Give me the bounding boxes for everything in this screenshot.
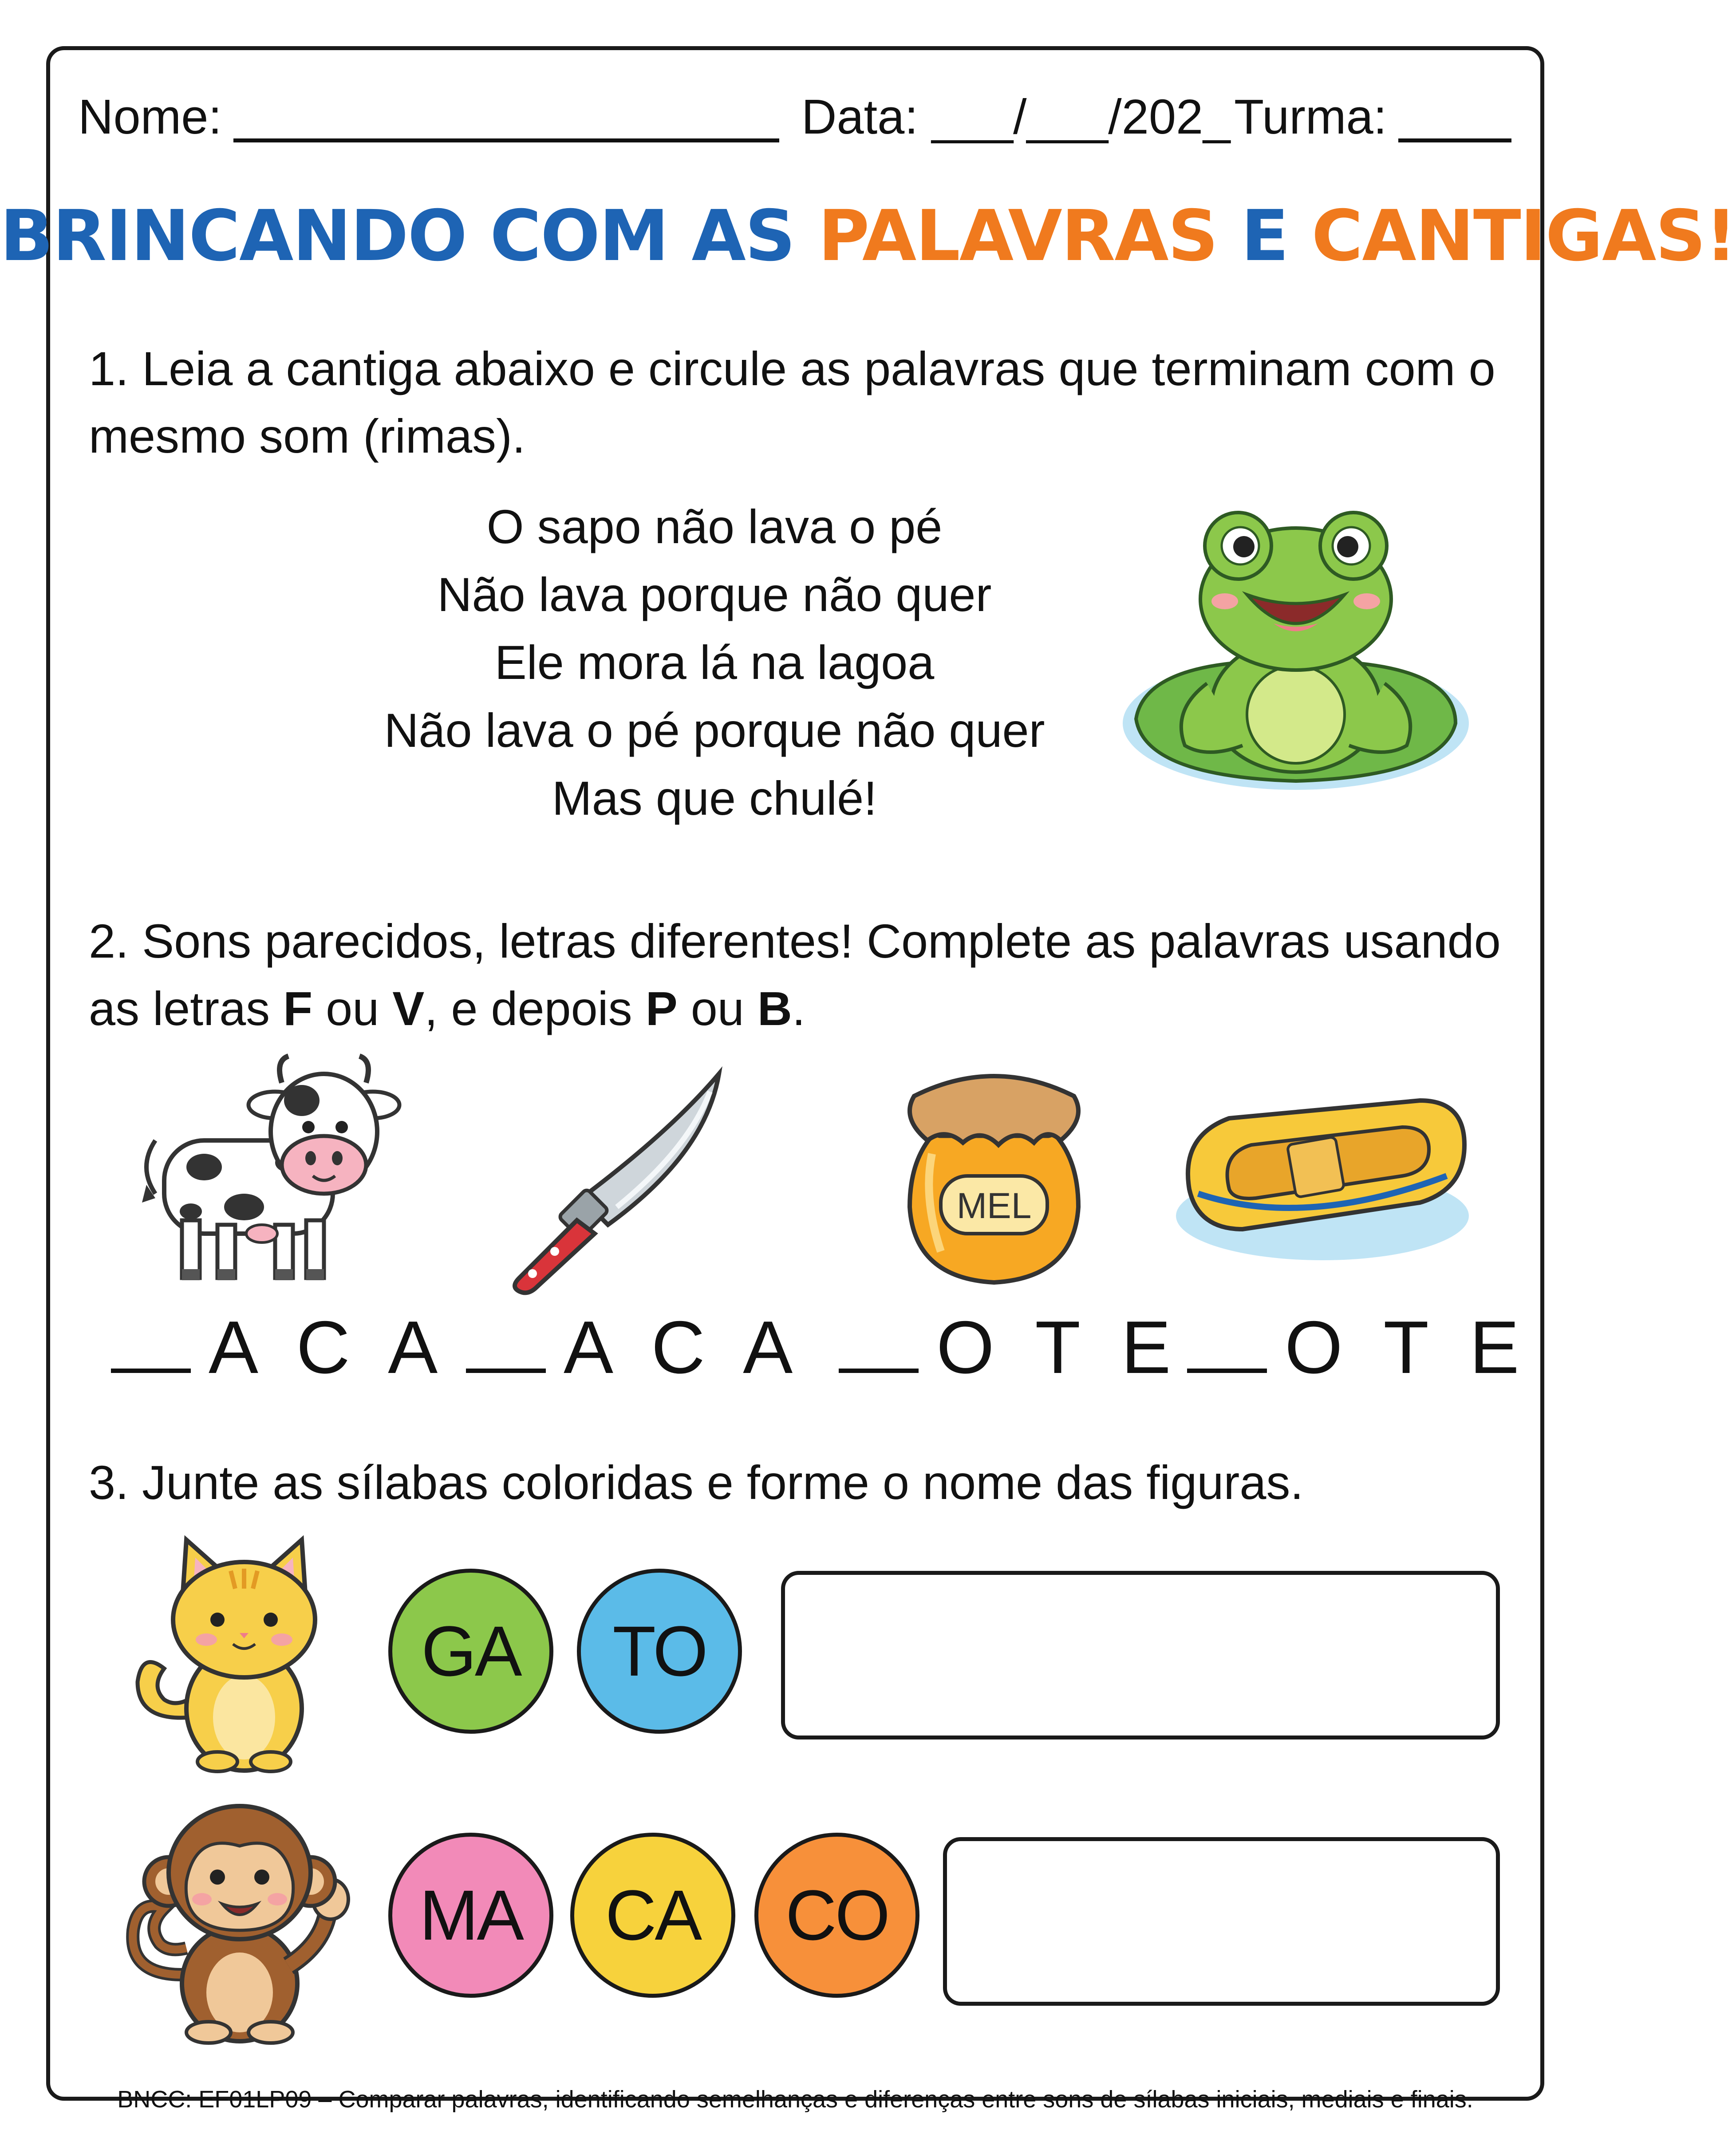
- student-header: [78, 89, 1516, 151]
- poem-line[interactable]: Não lava o pé porque não quer: [384, 703, 1045, 757]
- honey-pot-icon: [901, 1065, 1087, 1287]
- poem-line[interactable]: Não lava porque não quer: [437, 568, 992, 621]
- date-label[interactable]: Data: ___/___/202_: [801, 90, 1231, 144]
- poem-line[interactable]: Ele mora lá na lagoa: [494, 635, 935, 689]
- title-part-1: BRINCANDO COM AS: [0, 195, 818, 277]
- syllable-ma[interactable]: MA: [388, 1833, 553, 1998]
- cow-icon: [129, 1052, 413, 1291]
- question-3-prompt: 3. Junte as sílabas coloridas e forme o nome das figuras.: [89, 1456, 1304, 1509]
- word-vaca[interactable]: A C A: [111, 1305, 448, 1390]
- poem-line[interactable]: Mas que chulé!: [552, 771, 877, 825]
- name-field[interactable]: [233, 138, 779, 142]
- title-part-2: PALAVRAS: [818, 195, 1218, 277]
- syllable-co[interactable]: CO: [754, 1833, 919, 1998]
- syllable-ca[interactable]: CA: [570, 1833, 735, 1998]
- title-part-3: E: [1217, 195, 1312, 277]
- class-field[interactable]: [1398, 138, 1511, 142]
- word-faca[interactable]: A C A: [466, 1305, 803, 1390]
- page-title: [0, 195, 1736, 277]
- question-1-prompt: 1. Leia a cantiga abaixo e circule as palavras que terminam com o mesmo som (rimas).: [89, 342, 1495, 463]
- poem-line[interactable]: O sapo não lava o pé: [486, 500, 943, 553]
- frog-on-lily-pad-icon: [1118, 497, 1473, 799]
- question-2-prompt: 2. Sons parecidos, letras diferentes! Complete as palavras usando as letras F ou V, e depois P ou B.: [89, 914, 1501, 1035]
- name-label: Nome:: [78, 90, 222, 144]
- class-label: Turma:: [1234, 90, 1387, 144]
- answer-box-monkey[interactable]: [943, 1837, 1500, 2006]
- bncc-footer: BNCC: EF01LP09 – Comparar palavras, identificando semelhanças e diferenças entre sons de sílabas iniciais, mediais e finais.: [117, 2086, 1473, 2113]
- syllable-ga[interactable]: GA: [388, 1569, 553, 1734]
- cat-icon: [129, 1531, 342, 1771]
- title-part-4: CANTIGAS!: [1311, 195, 1736, 277]
- word-bote[interactable]: O T E: [1187, 1305, 1530, 1390]
- honey-pot-label: MEL: [956, 1186, 1032, 1226]
- inflatable-boat-icon: [1172, 1083, 1473, 1269]
- knife-icon: [501, 1065, 732, 1296]
- word-pote[interactable]: O T E: [839, 1305, 1182, 1390]
- answer-box-cat[interactable]: [781, 1571, 1500, 1740]
- monkey-icon: [120, 1797, 359, 2046]
- syllable-to[interactable]: TO: [577, 1569, 742, 1734]
- poem[interactable]: [311, 493, 1118, 832]
